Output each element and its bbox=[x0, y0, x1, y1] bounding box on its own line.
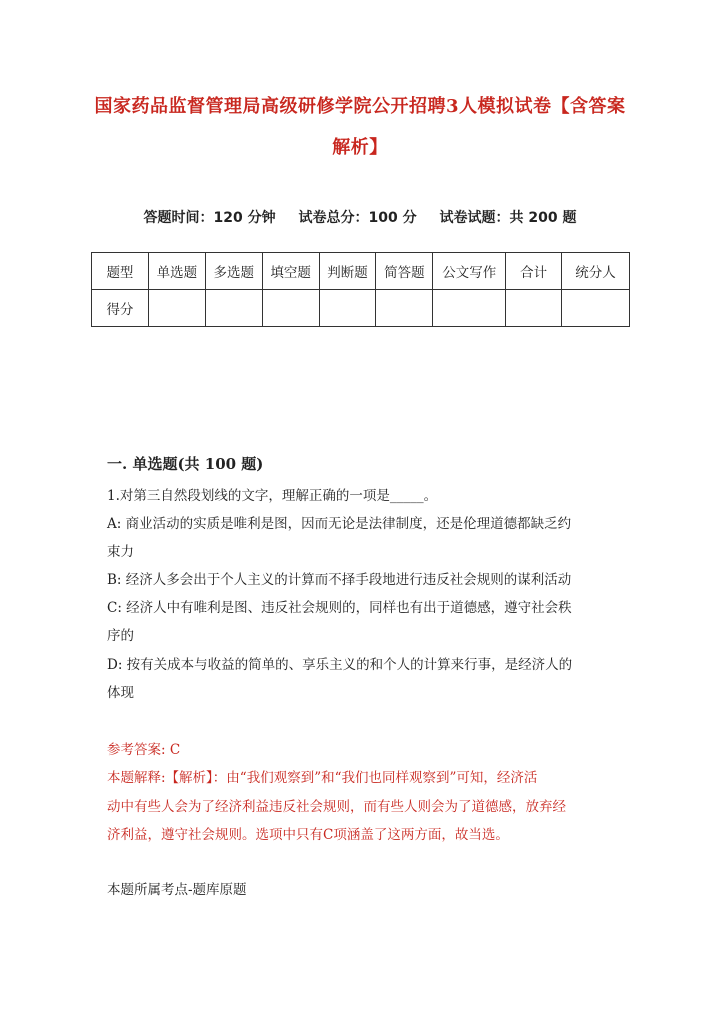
exam-question-count: 试卷试题：共 200 题 bbox=[439, 210, 577, 226]
header-cell: 简答题 bbox=[376, 253, 433, 290]
option-d-line-1: D: 按有关成本与收益的简单的、享乐主义的和个人的计算来行事，是经济人的 bbox=[107, 657, 573, 673]
score-table-score-row bbox=[92, 290, 630, 327]
option-a-line-2: 束力 bbox=[107, 544, 134, 560]
option-c-line-1: C: 经济人中有唯利是图、违反社会规则的，同样也有出于道德感，遵守社会秩 bbox=[107, 600, 572, 616]
score-cell bbox=[506, 290, 562, 327]
header-cell: 判断题 bbox=[319, 253, 376, 290]
header-cell: 多选题 bbox=[205, 253, 262, 290]
exam-meta bbox=[0, 207, 720, 227]
question-source: 本题所属考点-题库原题 bbox=[107, 882, 247, 898]
header-cell: 公文写作 bbox=[433, 253, 506, 290]
header-cell: 统分人 bbox=[562, 253, 630, 290]
section-title: 一. 单选题(共 100 题) bbox=[107, 455, 264, 473]
explanation-line-3: 济利益，遵守社会规则。选项中只有C项涵盖了这两方面，故当选。 bbox=[107, 827, 509, 843]
answer-text: 参考答案: C bbox=[107, 742, 181, 758]
header-cell: 单选题 bbox=[148, 253, 205, 290]
question-stem: 1.对第三自然段划线的文字，理解正确的一项是_____。 bbox=[107, 488, 438, 504]
score-cell bbox=[205, 290, 262, 327]
score-table bbox=[91, 252, 630, 327]
header-cell: 填空题 bbox=[262, 253, 319, 290]
explanation-line-1: 本题解释:【解析】：由“我们观察到”和“我们也同样观察到”可知，经济活 bbox=[107, 770, 538, 786]
header-cell: 题型 bbox=[92, 253, 149, 290]
document-title-line-2: 解析】 bbox=[332, 137, 388, 158]
option-b: B: 经济人多会出于个人主义的计算而不择手段地进行违反社会规则的谋利活动 bbox=[107, 572, 572, 588]
score-cell bbox=[376, 290, 433, 327]
option-a-line-1: A: 商业活动的实质是唯利是图，因而无论是法律制度，还是伦理道德都缺乏约 bbox=[107, 516, 572, 532]
header-cell: 合计 bbox=[506, 253, 562, 290]
score-cell bbox=[262, 290, 319, 327]
option-d-line-2: 体现 bbox=[107, 685, 134, 701]
score-cell bbox=[562, 290, 630, 327]
option-c-line-2: 序的 bbox=[107, 628, 134, 644]
score-cell bbox=[433, 290, 506, 327]
row-label-cell: 得分 bbox=[92, 290, 149, 327]
exam-total-score: 试卷总分：100 分 bbox=[298, 210, 417, 226]
score-table-header-row bbox=[92, 253, 630, 290]
explanation-line-2: 动中有些人会为了经济利益违反社会规则，而有些人则会为了道德感，放弃经 bbox=[107, 799, 566, 815]
score-cell bbox=[148, 290, 205, 327]
document-title-line-1: 国家药品监督管理局高级研修学院公开招聘3人模拟试卷【含答案 bbox=[94, 96, 626, 117]
score-cell bbox=[319, 290, 376, 327]
exam-time: 答题时间：120 分钟 bbox=[143, 210, 276, 226]
